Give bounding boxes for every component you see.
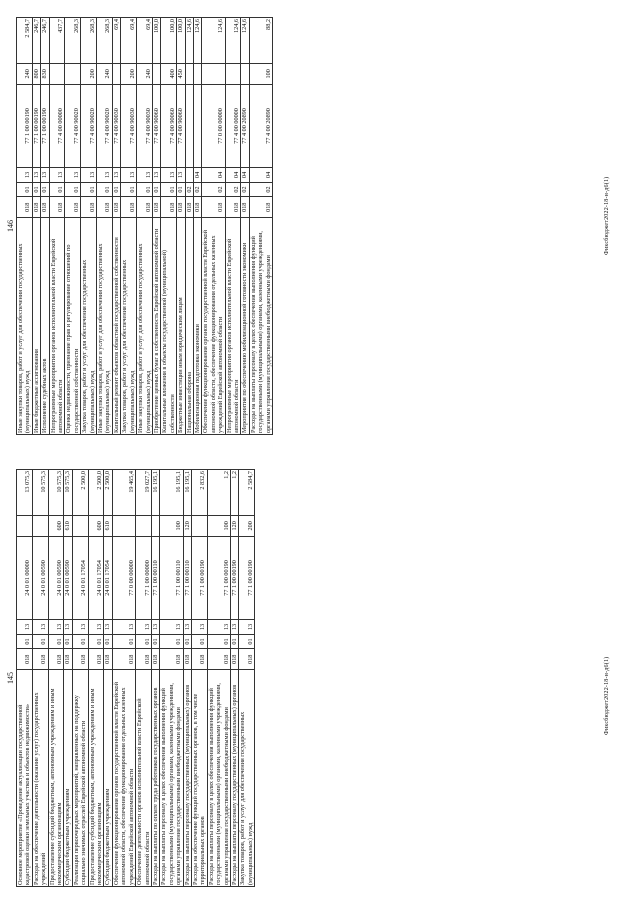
table-row — [112, 18, 120, 435]
cell-vr: 610 — [104, 515, 112, 536]
table-row — [112, 470, 135, 887]
cell-s: 246,7 — [32, 18, 40, 64]
table-row — [152, 18, 160, 435]
cell-csr: 77 4 00 20890 — [241, 84, 249, 167]
cell-s: 124,6 — [185, 18, 193, 64]
cell-p: 13 — [17, 620, 33, 635]
budget-table — [16, 17, 273, 435]
cell-csr — [193, 84, 201, 167]
cell-name: Приобретение ценных бумаг в собственность Еврейской автономной области — [152, 218, 160, 435]
cell-g: 018 — [225, 197, 241, 218]
cell-vr: 450 — [177, 63, 185, 84]
cell-r: 01 — [183, 634, 191, 649]
cell-csr: 77 1 00 00110 — [183, 536, 191, 619]
cell-g: 018 — [239, 649, 255, 670]
cell-s: 13 075,3 — [17, 470, 33, 516]
cell-s: 124,6 — [241, 18, 249, 64]
cell-s: 10 575,3 — [64, 470, 72, 516]
cell-p: 13 — [17, 168, 33, 183]
cell-g: 018 — [41, 197, 49, 218]
cell-name: Расходы на выплаты персоналу в целях обеспечения выполнения функций государственными (муниципальными) органами, казенными учреждениями, органами управления государственными внебюджетными фондами — [160, 670, 183, 887]
cell-p: 13 — [64, 620, 72, 635]
cell-r: 01 — [17, 634, 33, 649]
cell-p: 04 — [249, 168, 272, 183]
table-row — [225, 18, 241, 435]
cell-g: 018 — [177, 197, 185, 218]
cell-r: 01 — [81, 182, 97, 197]
cell-name: Капитальные вложения в объекты государственной (муниципальной) собственности — [161, 218, 177, 435]
cell-s: 69,4 — [137, 18, 153, 64]
cell-vr: 200 — [81, 63, 97, 84]
cell-p: 13 — [137, 168, 153, 183]
page-145 — [6, 469, 576, 887]
cell-vr — [136, 515, 152, 536]
cell-vr: 100 — [249, 63, 272, 84]
cell-vr — [72, 515, 88, 536]
cell-csr: 77 1 00 00190 — [230, 536, 238, 619]
table-row — [17, 470, 33, 887]
table-row — [193, 18, 201, 435]
table-row — [121, 18, 137, 435]
cell-r: 01 — [97, 182, 113, 197]
cell-g: 018 — [136, 649, 152, 670]
cell-s: 1,2 — [230, 470, 238, 516]
cell-r: 01 — [151, 634, 159, 649]
cell-p: 13 — [191, 620, 207, 635]
cell-r: 01 — [104, 634, 112, 649]
cell-name: Расходы на выплаты по оплате труда работников государственных органов — [151, 670, 159, 887]
cell-p: 13 — [97, 168, 113, 183]
cell-name: Предоставление субсидий бюджетным, автономным учреждениям и иным некоммерческим организациям — [48, 670, 64, 887]
cell-p: 13 — [207, 620, 230, 635]
cell-r: 01 — [191, 634, 207, 649]
cell-g: 018 — [241, 197, 249, 218]
cell-r: 01 — [32, 634, 48, 649]
table-row — [239, 470, 255, 887]
cell-vr: 100 — [207, 515, 230, 536]
cell-name: Расходы на выплаты персоналу государственных (муниципальных) органов — [183, 670, 191, 887]
table-row — [65, 18, 81, 435]
cell-name: Бюджетные инвестиции иным юридическим лицам — [177, 218, 185, 435]
cell-g: 018 — [191, 649, 207, 670]
cell-r: 01 — [161, 182, 177, 197]
cell-vr — [193, 63, 201, 84]
cell-r: 01 — [121, 182, 137, 197]
table-row — [136, 470, 152, 887]
cell-r: 02 — [185, 182, 193, 197]
cell-csr: 77 4 00 20890 — [249, 84, 272, 167]
cell-r: 01 — [32, 182, 40, 197]
cell-name: Капитальный ремонт объектов областной государственной собственности — [112, 218, 120, 435]
cell-g: 018 — [112, 649, 135, 670]
cell-csr: 77 1 00 00000 — [136, 536, 152, 619]
cell-g: 018 — [137, 197, 153, 218]
cell-r: 01 — [207, 634, 230, 649]
cell-csr: 77 1 00 00190 — [41, 84, 49, 167]
cell-r: 01 — [65, 182, 81, 197]
cell-csr: 24 0 01 00590 — [48, 536, 64, 619]
cell-g: 018 — [17, 197, 33, 218]
cell-r: 02 — [249, 182, 272, 197]
cell-csr: 77 0 00 00000 — [202, 84, 225, 167]
cell-vr: 610 — [64, 515, 72, 536]
cell-name: Расходы на обеспечение деятельности (оказание услуг) государственных учреждений — [32, 670, 48, 887]
cell-p: 13 — [72, 620, 88, 635]
cell-vr — [65, 63, 81, 84]
cell-name: Мобилизационная подготовка экономики — [193, 218, 201, 435]
cell-r: 01 — [152, 182, 160, 197]
cell-name: Иные бюджетные ассигнования — [32, 218, 40, 435]
footer-stamp: Фиксбюджет2022-18-н-д6(1) — [604, 656, 610, 735]
cell-p: 13 — [49, 168, 65, 183]
cell-vr — [112, 515, 135, 536]
cell-p: 13 — [65, 168, 81, 183]
table-row — [41, 18, 49, 435]
cell-s: 100,0 — [177, 18, 185, 64]
cell-csr: 24 0 01 00590 — [32, 536, 48, 619]
cell-name: Основное мероприятие «Проведение актуализации государственной кадастровой оценки земельных участков и объектов недвижимости» — [17, 670, 33, 887]
table-row — [48, 470, 64, 887]
cell-g: 018 — [183, 649, 191, 670]
cell-csr — [185, 84, 193, 167]
cell-s: 2 500,0 — [104, 470, 112, 516]
cell-csr: 77 4 00 90020 — [97, 84, 113, 167]
cell-r: 01 — [49, 182, 65, 197]
cell-name: Оценка недвижимости, признание прав и регулирование отношений по государственной собственности — [65, 218, 81, 435]
cell-csr: 24 0 01 17054 — [72, 536, 88, 619]
cell-vr — [241, 63, 249, 84]
cell-r: 01 — [230, 634, 238, 649]
cell-name: Иные закупки товаров, работ и услуг для обеспечения государственных (муниципальных) нужд — [137, 218, 153, 435]
cell-csr: 77 4 00 90020 — [81, 84, 97, 167]
table-row — [104, 470, 112, 887]
table-row — [183, 470, 191, 887]
cell-s: 100,0 — [161, 18, 177, 64]
page-number: 146 — [6, 220, 15, 232]
cell-csr: 77 4 00 90060 — [152, 84, 160, 167]
cell-vr: 830 — [41, 63, 49, 84]
cell-name: Закупка товаров, работ и услуг для обеспечения государственных (муниципальных) нужд — [239, 670, 255, 887]
cell-p: 13 — [239, 620, 255, 635]
cell-csr: 77 4 00 00000 — [49, 84, 65, 167]
cell-vr: 600 — [88, 515, 104, 536]
cell-p: 13 — [136, 620, 152, 635]
cell-r: 01 — [112, 182, 120, 197]
cell-g: 018 — [161, 197, 177, 218]
cell-csr: 77 4 00 90020 — [65, 84, 81, 167]
cell-csr: 77 1 00 00110 — [160, 536, 183, 619]
cell-name: Национальная оборона — [185, 218, 193, 435]
cell-g: 018 — [151, 649, 159, 670]
cell-r: 01 — [239, 634, 255, 649]
cell-name: Субсидии бюджетным учреждениям — [64, 670, 72, 887]
cell-g: 018 — [185, 197, 193, 218]
table-row — [177, 18, 185, 435]
cell-s: 2 584,7 — [239, 470, 255, 516]
cell-s: 268,3 — [65, 18, 81, 64]
cell-csr: 77 1 00 00190 — [239, 536, 255, 619]
table-row — [230, 470, 238, 887]
cell-p: 13 — [104, 620, 112, 635]
table-row — [161, 18, 177, 435]
cell-p — [185, 168, 193, 183]
cell-s: 88,2 — [249, 18, 272, 64]
cell-g: 018 — [160, 649, 183, 670]
cell-vr: 240 — [17, 63, 33, 84]
cell-s: 124,6 — [193, 18, 201, 64]
cell-name: Иные закупки товаров, работ и услуг для обеспечения государственных (муниципальных) нужд — [17, 218, 33, 435]
cell-p: 13 — [160, 620, 183, 635]
cell-csr: 77 0 00 00000 — [112, 536, 135, 619]
cell-name: Обеспечение деятельности органов исполнительной власти Еврейской автономной области — [136, 670, 152, 887]
cell-csr: 24 0 01 17054 — [104, 536, 112, 619]
cell-s: 437,7 — [49, 18, 65, 64]
cell-vr — [202, 63, 225, 84]
cell-g: 018 — [152, 197, 160, 218]
cell-r: 01 — [88, 634, 104, 649]
table-row — [72, 470, 88, 887]
cell-g: 018 — [230, 649, 238, 670]
cell-name: Непрограммные мероприятия органов исполнительной власти Еврейской автономной области — [49, 218, 65, 435]
cell-g: 018 — [32, 649, 48, 670]
cell-g: 018 — [17, 649, 33, 670]
table-row — [137, 18, 153, 435]
cell-s: 19 465,4 — [112, 470, 135, 516]
cell-r: 01 — [72, 634, 88, 649]
cell-name: Предоставление субсидий бюджетным, автономным учреждениям и иным некоммерческим организациям — [88, 670, 104, 887]
cell-name: Обеспечение функционирования органов государственной власти Еврейской автономной области, обеспечение функционирования отдельных казенных учреждений Еврейской автономной области — [202, 218, 225, 435]
cell-r: 01 — [160, 634, 183, 649]
cell-g: 018 — [207, 649, 230, 670]
cell-p: 13 — [230, 620, 238, 635]
cell-p: 13 — [32, 620, 48, 635]
table-row — [241, 18, 249, 435]
cell-p: 13 — [88, 620, 104, 635]
table-row — [32, 18, 40, 435]
table-row — [191, 470, 207, 887]
cell-vr — [151, 515, 159, 536]
table-row — [185, 18, 193, 435]
cell-r: 02 — [241, 182, 249, 197]
cell-s: 2 500,0 — [72, 470, 88, 516]
table-row — [151, 470, 159, 887]
cell-g: 018 — [193, 197, 201, 218]
cell-s: 2 832,6 — [191, 470, 207, 516]
cell-vr: 120 — [183, 515, 191, 536]
cell-g: 018 — [65, 197, 81, 218]
cell-csr: 77 4 00 90030 — [112, 84, 120, 167]
table-row — [160, 470, 183, 887]
table-row — [81, 18, 97, 435]
cell-p: 04 — [225, 168, 241, 183]
cell-r: 01 — [112, 634, 135, 649]
budget-table — [16, 469, 255, 887]
cell-r: 02 — [193, 182, 201, 197]
cell-p: 13 — [161, 168, 177, 183]
cell-s: 2 500,0 — [88, 470, 104, 516]
cell-p: 04 — [202, 168, 225, 183]
table-row — [249, 18, 272, 435]
cell-name: Расходы на выплаты персоналу в целях обеспечения выполнения функций государственными (муниципальными) органами, казенными учреждениями, органами управления государственными внебюджетными фондами — [249, 218, 272, 435]
table-row — [202, 18, 225, 435]
cell-s: 10 575,3 — [48, 470, 64, 516]
cell-name: Иные закупки товаров, работ и услуг для обеспечения государственных (муниципальных) нужд — [97, 218, 113, 435]
cell-csr: 24 0 01 00000 — [17, 536, 33, 619]
cell-csr: 77 4 00 90030 — [121, 84, 137, 167]
cell-s: 246,7 — [41, 18, 49, 64]
cell-g: 018 — [202, 197, 225, 218]
cell-csr: 77 1 00 00110 — [151, 536, 159, 619]
cell-vr — [49, 63, 65, 84]
cell-p: 13 — [177, 168, 185, 183]
cell-csr: 24 0 01 17054 — [88, 536, 104, 619]
cell-csr: 77 4 00 00000 — [225, 84, 241, 167]
cell-s: 2 584,7 — [17, 18, 33, 64]
cell-r: 01 — [136, 634, 152, 649]
cell-p: 04 — [193, 168, 201, 183]
footer-stamp: Фиксбюджет2022-18-н-д6(1) — [604, 176, 610, 255]
cell-s: 19 027,7 — [136, 470, 152, 516]
cell-g: 018 — [64, 649, 72, 670]
cell-g: 018 — [81, 197, 97, 218]
cell-p: 04 — [241, 168, 249, 183]
page-number: 145 — [6, 672, 15, 684]
cell-name: Реализация первоочередных мероприятий, направленных на поддержку социально значимых отраслей Еврейской автономной области — [72, 670, 88, 887]
cell-g: 018 — [249, 197, 272, 218]
cell-g: 018 — [104, 649, 112, 670]
cell-s: 16 195,1 — [160, 470, 183, 516]
cell-g: 018 — [48, 649, 64, 670]
cell-s: 16 195,1 — [183, 470, 191, 516]
cell-r: 02 — [225, 182, 241, 197]
cell-vr: 200 — [121, 63, 137, 84]
cell-s: 1,2 — [207, 470, 230, 516]
cell-name: Расходы на обеспечение функций государственных органов, в том числе территориальных органов — [191, 670, 207, 887]
cell-g: 018 — [72, 649, 88, 670]
cell-s: 10 575,3 — [32, 470, 48, 516]
cell-csr: 77 4 00 90060 — [177, 84, 185, 167]
cell-vr: 100 — [160, 515, 183, 536]
cell-vr — [191, 515, 207, 536]
cell-r: 01 — [177, 182, 185, 197]
cell-p: 13 — [183, 620, 191, 635]
cell-p: 13 — [112, 168, 120, 183]
table-row — [32, 470, 48, 887]
cell-s: 268,3 — [81, 18, 97, 64]
table-row — [97, 18, 113, 435]
table-row — [64, 470, 72, 887]
cell-g: 018 — [49, 197, 65, 218]
cell-vr — [112, 63, 120, 84]
cell-vr: 240 — [97, 63, 113, 84]
cell-name: Субсидии бюджетным учреждениям — [104, 670, 112, 887]
cell-vr: 400 — [161, 63, 177, 84]
table-row — [49, 18, 65, 435]
cell-g: 018 — [112, 197, 120, 218]
cell-s: 124,6 — [225, 18, 241, 64]
cell-name: Расходы на выплаты персоналу государственных (муниципальных) органов — [230, 670, 238, 887]
cell-vr — [185, 63, 193, 84]
cell-g: 018 — [32, 197, 40, 218]
cell-s: 124,6 — [202, 18, 225, 64]
cell-s: 100,0 — [152, 18, 160, 64]
cell-csr: 77 1 00 00190 — [191, 536, 207, 619]
cell-csr: 77 1 00 00190 — [207, 536, 230, 619]
cell-r: 01 — [137, 182, 153, 197]
cell-s: 268,3 — [97, 18, 113, 64]
cell-s: 69,4 — [121, 18, 137, 64]
table-row — [88, 470, 104, 887]
table-row — [17, 18, 33, 435]
cell-r: 01 — [48, 634, 64, 649]
cell-name: Непрограммные мероприятия органов исполнительной власти Еврейской автономной области — [225, 218, 241, 435]
cell-vr — [152, 63, 160, 84]
cell-s: 16 195,1 — [151, 470, 159, 516]
cell-csr: 24 0 01 00590 — [64, 536, 72, 619]
cell-p: 13 — [81, 168, 97, 183]
cell-name: Расходы на выплаты персоналу в целях обеспечения выполнения функций государственными (муниципальными) органами, казенными учреждениями, органами управления государственными внебюджетными фондами — [207, 670, 230, 887]
cell-vr — [225, 63, 241, 84]
cell-csr: 77 1 00 00190 — [32, 84, 40, 167]
cell-name: Закупка товаров, работ и услуг для обеспечения государственных (муниципальных) нужд — [121, 218, 137, 435]
cell-s: 69,4 — [112, 18, 120, 64]
cell-name: Исполнение судебных актов — [41, 218, 49, 435]
cell-p: 13 — [112, 620, 135, 635]
cell-vr — [17, 515, 33, 536]
page-146 — [6, 17, 576, 435]
cell-g: 018 — [88, 649, 104, 670]
cell-vr: 600 — [48, 515, 64, 536]
cell-csr: 77 1 00 00190 — [17, 84, 33, 167]
cell-r: 01 — [17, 182, 33, 197]
cell-p: 13 — [121, 168, 137, 183]
cell-g: 018 — [97, 197, 113, 218]
cell-p: 13 — [32, 168, 40, 183]
cell-r: 02 — [202, 182, 225, 197]
cell-name: Мероприятия по обеспечению мобилизационной готовности экономики — [241, 218, 249, 435]
cell-name: Обеспечение функционирования органов государственной власти Еврейской автономной области, обеспечение функционирования отдельных казенных учреждений Еврейской автономной области — [112, 670, 135, 887]
cell-g: 018 — [121, 197, 137, 218]
cell-csr: 77 4 00 90030 — [137, 84, 153, 167]
table-row — [207, 470, 230, 887]
cell-r: 01 — [64, 634, 72, 649]
cell-csr: 77 4 00 90060 — [161, 84, 177, 167]
cell-p: 13 — [152, 168, 160, 183]
cell-name: Закупка товаров, работ и услуг для обеспечения государственных (муниципальных) нужд — [81, 218, 97, 435]
cell-vr: 240 — [137, 63, 153, 84]
cell-p: 13 — [151, 620, 159, 635]
cell-vr: 120 — [230, 515, 238, 536]
cell-r: 01 — [41, 182, 49, 197]
cell-p: 13 — [41, 168, 49, 183]
cell-vr: 800 — [32, 63, 40, 84]
cell-vr — [32, 515, 48, 536]
cell-p: 13 — [48, 620, 64, 635]
cell-vr: 200 — [239, 515, 255, 536]
